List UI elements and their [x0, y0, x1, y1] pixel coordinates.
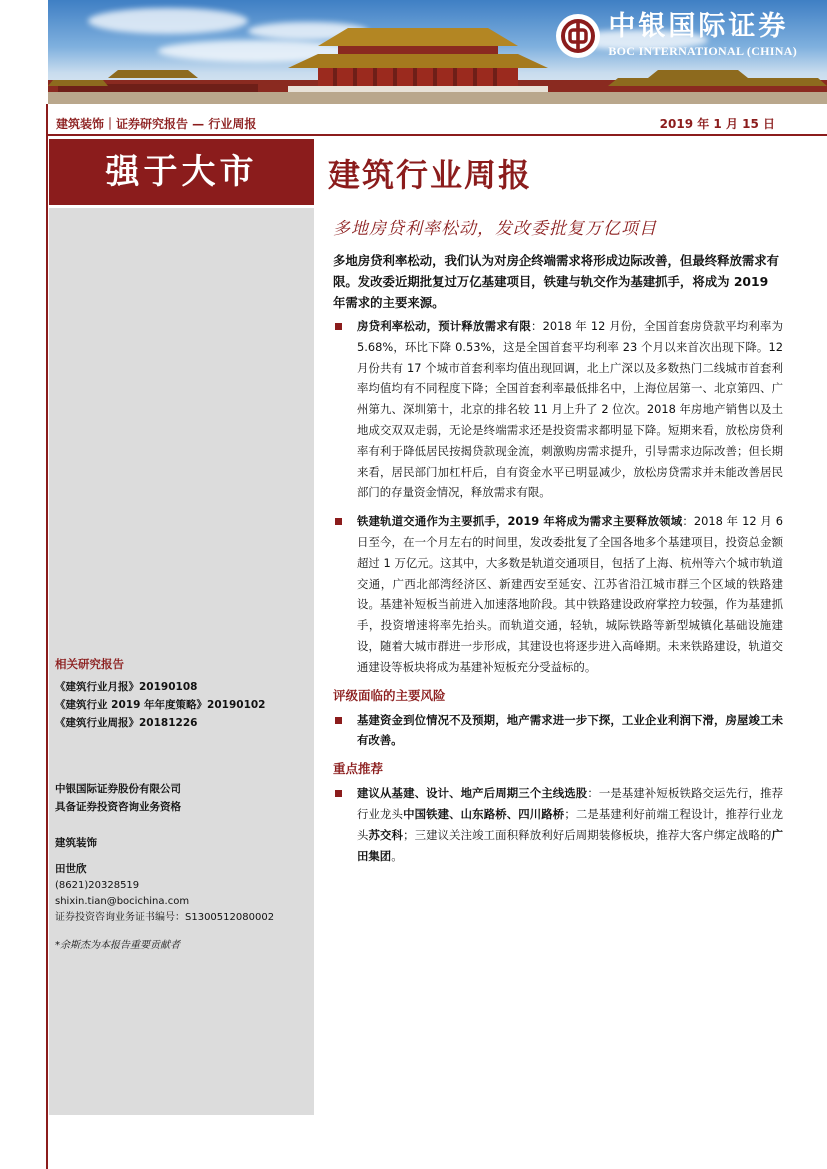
- risk-heading: 评级面临的主要风险: [333, 687, 446, 703]
- related-report-item: 《建筑行业月报》20190108: [55, 681, 198, 693]
- risk-item: [333, 710, 783, 752]
- bullet-square-icon: [335, 790, 342, 797]
- license-number: 证券投资咨询业务证书编号：S1300512080002: [55, 912, 275, 923]
- bullet-body: ：2018 年 12 月 6 日至今，在一个月左右的时间里，发改委批复了全国各地多个基建项目，投资总金额超过 1 万亿元。这其中，大多数是轨道交通项目，包括了上海、杭州等六个城市轨道交通，广西北部湾经济区、新建西安至延安、江苏省沿江城市群三个区域的铁路建设。基建补短板当前进入加速落地阶段。其中铁路建设政府掌控力较强，作为基建抓手，投资增速将率先抬头。而轨道交通，轻轨，城际铁路等新型城镇化基础设施建设，随着大城市群进一步形成，其建设也将逐步进入高峰期。未来铁路建设，轨道交通建设等板块将成为基建补短板充分受益标的。: [357, 514, 784, 674]
- bullet-item: [333, 511, 783, 677]
- picks-lead: 建议从基建、设计、地产后周期三个主线选股: [357, 786, 588, 801]
- analyst-phone: (8621)20328519: [55, 880, 140, 891]
- report-date: 2019 年 1 月 15 日: [659, 117, 775, 131]
- main-content: [333, 316, 783, 874]
- bullet-lead: 房贷利率松动，预计释放需求有限: [357, 319, 532, 333]
- brand-name-en: BOC INTERNATIONAL (CHINA): [608, 44, 797, 58]
- picks-item: [333, 783, 783, 866]
- analyst-name: 田世欣: [55, 863, 87, 875]
- picks-text: 。: [391, 848, 403, 863]
- bullet-body: ：2018 年 12 月份，全国首套房贷款平均利率为 5.68%，环比下降 0.53%，这是全国首套平均利率 23 个月以来首次出现下降。12 月份共有 17 个城市首套利率均值出现回调，北上广深以及多数热门二线城市首套利率均值均有不同程度下降；全国首套利率最低排名中，上海位居第一、北京第四、广州第九、深圳第十，北京的排名较 11 月上升了 2 位次。2018 年房地产销售以及土地成交双双走弱，无论是终端需求还是投资需求都明显下降。短期来看，放松房贷利率有利于降低居民按揭贷款现金流，刺激购房需求提升，引导需求边际改善；但长期来看，居民部门加杠杆后，自有资金水平已明显减少，放松房贷需求并未能改善居民部门的存量资金情况，释放需求有限。: [357, 319, 783, 500]
- picks-stocks: 中国铁建、山东路桥、四川路桥: [403, 806, 565, 821]
- picks-text: ；三建议关注竣工面积释放利好后周期装修板块，推荐大客户绑定战略的: [403, 827, 772, 842]
- bullet-square-icon: [335, 518, 342, 525]
- sector-name: 建筑装饰: [55, 837, 97, 849]
- related-report-item: 《建筑行业周报》20181226: [55, 717, 198, 729]
- picks-text: ：一是基建补短板铁路交运先行，推荐行业龙头: [357, 786, 783, 821]
- bullet-square-icon: [335, 717, 342, 724]
- rating-badge: 强于大市: [49, 139, 314, 205]
- left-divider: [46, 104, 48, 1169]
- report-subtitle: 多地房贷利率松动，发改委批复万亿项目: [333, 219, 657, 239]
- header-rule: [48, 134, 827, 136]
- analyst-email: shixin.tian@bocichina.com: [55, 896, 190, 907]
- picks-stocks: 广田集团: [357, 827, 783, 863]
- risk-text: 基建资金到位情况不及预期，地产需求进一步下探，工业企业利润下滑，房屋竣工未有改善。: [357, 712, 783, 748]
- picks-stocks: 苏交科: [368, 827, 404, 842]
- qualification: 具备证券投资咨询业务资格: [55, 801, 181, 813]
- breadcrumb: 建筑装饰｜证券研究报告 — 行业周报: [56, 117, 257, 131]
- header-banner: [48, 0, 827, 104]
- report-header: [48, 112, 827, 134]
- bank-logo-icon: [556, 14, 600, 58]
- company-name: 中银国际证券股份有限公司: [55, 783, 181, 795]
- report-title: 建筑行业周报: [328, 156, 533, 194]
- related-heading: 相关研究报告: [55, 657, 124, 671]
- picks-text: ；二是基建利好前端工程设计，推荐行业龙头: [357, 806, 783, 842]
- bullet-square-icon: [335, 323, 342, 330]
- bullet-lead: 铁建轨道交通作为主要抓手，2019 年将成为需求主要释放领域: [357, 514, 683, 529]
- brand-logo: [556, 12, 797, 59]
- related-report-item: 《建筑行业 2019 年年度策略》20190102: [55, 699, 266, 711]
- contributor-note: *余斯杰为本报告重要贡献者: [55, 940, 180, 951]
- related-reports: [55, 656, 265, 732]
- bullet-item: [333, 316, 783, 503]
- company-info: [55, 780, 274, 954]
- picks-heading: 重点推荐: [333, 761, 384, 777]
- brand-name-cn: 中银国际证券: [608, 11, 789, 42]
- summary-paragraph: 多地房贷利率松动，我们认为对房企终端需求将形成边际改善，但最终释放需求有限。发改委近期批复过万亿基建项目，铁建与轨交作为基建抓手，将成为 2019 年需求的主要来源。: [333, 253, 780, 310]
